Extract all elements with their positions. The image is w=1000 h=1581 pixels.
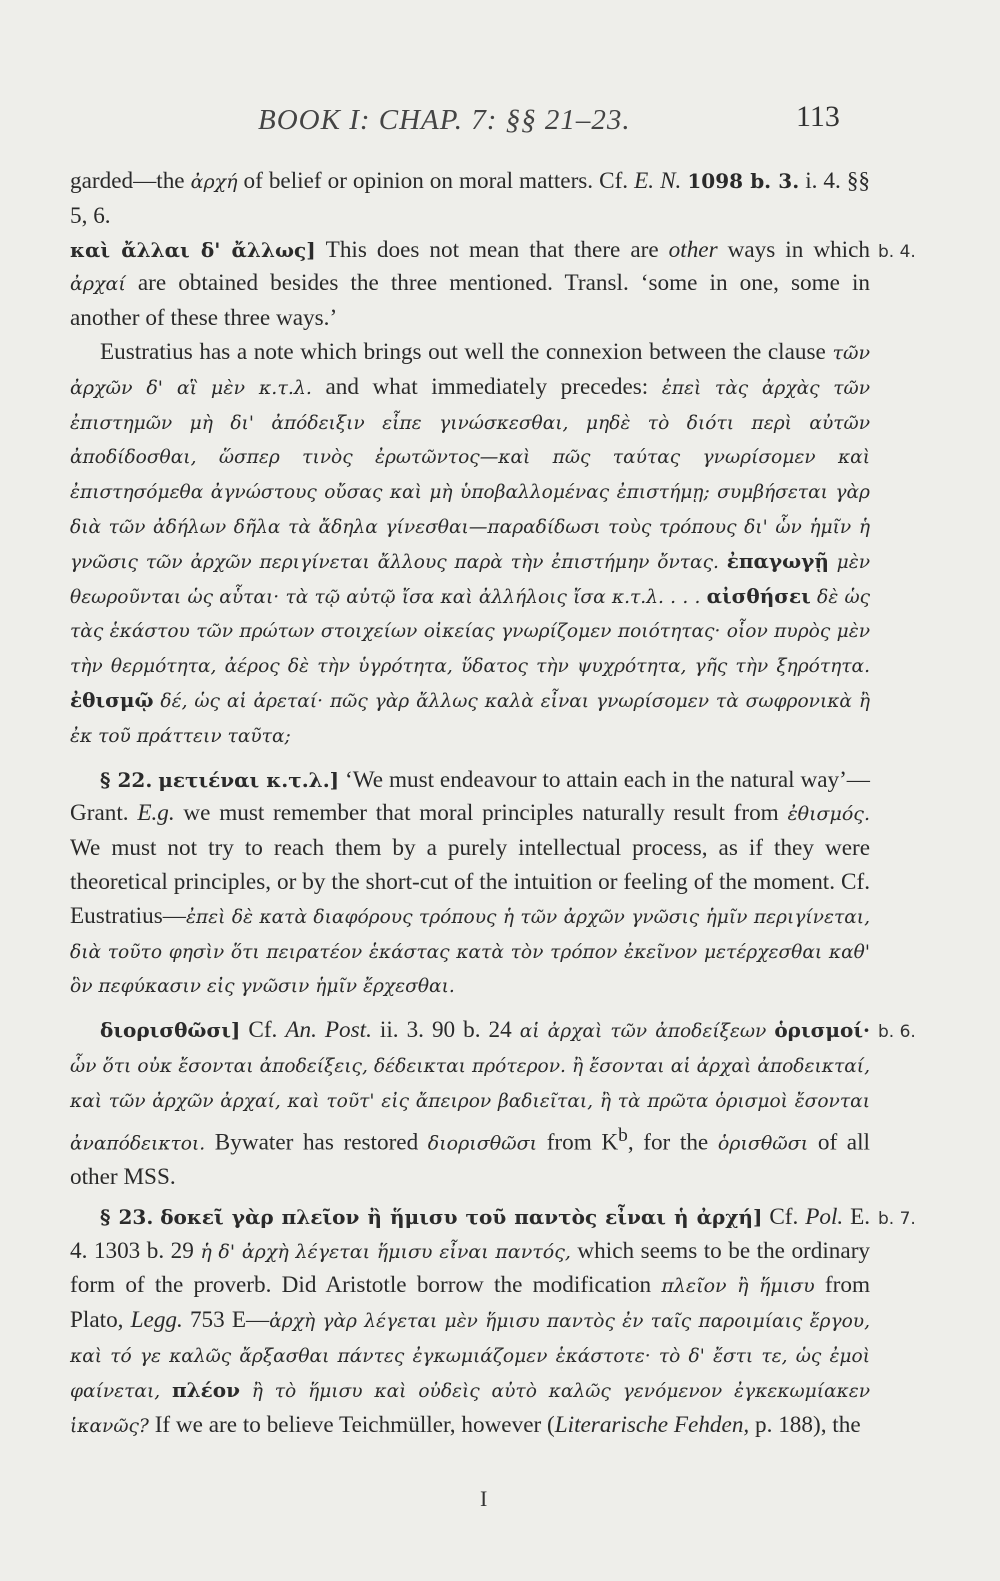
text: from K xyxy=(537,1129,619,1156)
section-number: § 23. xyxy=(100,1204,154,1229)
greek-term: ἀρχή xyxy=(190,171,238,193)
text: of all other MSS. xyxy=(70,1129,870,1191)
margin-reference: b. 6. xyxy=(878,1022,916,1043)
text: E. 4. 1303 b. 29 xyxy=(70,1203,871,1264)
text: This does not mean that there are xyxy=(315,236,669,263)
greek-keyword: ἐθισμῷ xyxy=(70,687,154,712)
signature-mark: I xyxy=(480,1486,488,1511)
text: , for the xyxy=(627,1129,718,1156)
greek-term: ἐθισμός. xyxy=(787,803,870,826)
greek-quotation: ὧν ὅτι οὐκ ἔσονται ἀποδείξεις, δέδεικται πρότερον. ἢ ἔσονται αἱ ἀρχαὶ ἀποδεικταί, καὶ τῶν ἀρχῶν ἀρχαί, καὶ τοῦτ' εἰς ἄπειρον βαδιεῖται, ἢ τὰ πρῶτα ὁρισμοὶ ἔσονται ἀναπόδεικτοι. xyxy=(70,1055,870,1155)
greek-quotation: δέ, ὡς αἱ ἀρεταί· πῶς γὰρ ἄλλως καλὰ εἶναι γνωρίσομεν τὰ σωφρονικὰ ἢ ἐκ τοῦ πράττειν ταῦτα; xyxy=(70,690,871,747)
text: are obtained besides the three mentioned. Transl. ‘some in one, some in another of these three ways.’ xyxy=(70,270,870,332)
text: ways in which xyxy=(717,236,870,263)
text: Cf. xyxy=(762,1203,806,1230)
greek-quotation: ἡ δ' ἀρχὴ λέγεται ἥμισυ εἶναι παντός, xyxy=(200,1240,571,1263)
text: Bywater has restored xyxy=(205,1129,428,1156)
running-head: BOOK I: CHAP. 7: §§ 21–23. xyxy=(258,104,631,136)
lemma: δοκεῖ γὰρ πλεῖον ἢ ἥμισυ τοῦ παντὸς εἶναι ἡ ἀρχή] xyxy=(160,1204,763,1229)
paragraph-3 xyxy=(70,336,870,754)
work-title: Pol. xyxy=(805,1203,844,1230)
text: and what immediately precedes: xyxy=(311,373,662,400)
greek-term: ὁρισθῶσι xyxy=(717,1132,809,1155)
text: ‘We must endeavour to attain each in the natural way’—Grant. xyxy=(70,766,870,827)
greek-quotation: ἐπεὶ δὲ κατὰ διαφόρους τρόπους ἡ τῶν ἀρχῶν γνῶσις ἡμῖν περιγίνεται, διὰ τοῦτο φησὶν ὅτι πειρατέον ἑκάστας κατὰ τὸν τρόπον ἐκεῖνον μετέρχεσθαι καθ' ὃν πεφύκασιν εἰς γνῶσιν ἡμῖν ἔρχεσθαι. xyxy=(70,906,870,998)
work-title: E. N. xyxy=(634,168,682,194)
text: We must not try to reach them by a purely intellectual process, as if they were theoretical principles, or by the short-cut of the intuition or feeling of the moment. Cf. Eustratius— xyxy=(70,835,870,929)
page-header xyxy=(0,96,1000,146)
text: of belief or opinion on moral matters. Cf. xyxy=(237,168,635,194)
section-number: § 22. xyxy=(100,767,153,792)
greek-keyword: ἐπαγωγῇ xyxy=(726,548,829,573)
greek-keyword: πλέον xyxy=(171,1377,240,1402)
greek-quotation: δὲ ὡς τὰς ἑκάστου τῶν πρώτων στοιχείων οἰκείας γνωρίζομεν ποιότητας· οἷον πυρὸς μὲν τὴν θερμότητα, ἀέρος δὲ τὴν ὑγρότητα, ὕδατος τὴν ψυχρότητα, γῆς τὴν ξηρότητα. xyxy=(70,586,871,678)
text: we must remember that moral principles naturally result from xyxy=(174,800,788,827)
greek-keyword: ὁρισμοί· xyxy=(774,1018,871,1043)
manuscript-superscript: b xyxy=(618,1124,628,1146)
emphasis: E.g. xyxy=(137,800,175,827)
greek-keyword: αἰσθήσει xyxy=(706,583,811,608)
paragraph-6 xyxy=(70,1201,916,1444)
page-number: 113 xyxy=(796,100,840,133)
bekker-reference: 1098 b. 3. xyxy=(687,169,800,193)
text: Eustratius has a note which brings out well the connexion between the clause xyxy=(100,338,833,365)
text: 753 E— xyxy=(182,1307,270,1334)
work-title: Legg. xyxy=(130,1307,183,1334)
paragraph-1 xyxy=(70,165,870,234)
text: ii. 3. 90 b. 24 xyxy=(371,1017,520,1044)
greek-term: διορισθῶσι xyxy=(427,1132,538,1155)
emphasis: other xyxy=(668,236,718,263)
text: If we are to believe Teichmüller, however ( xyxy=(148,1411,555,1438)
work-title: An. Post. xyxy=(285,1017,372,1044)
paragraph-4 xyxy=(70,764,870,1005)
greek-quotation: ἢ τὸ ἥμισυ καὶ οὐδεὶς αὐτὸ καλῶς γενόμενον ἐγκεκωμίακεν ἱκανῶς? xyxy=(70,1380,871,1437)
greek-quotation: μὲν θεωροῦνται ὡς αὗται· τὰ τῷ αὐτῷ ἴσα καὶ ἀλλήλοις ἴσα κ.τ.λ. . . . xyxy=(70,551,871,608)
lemma: διορισθῶσι] xyxy=(100,1018,241,1043)
greek-quotation: ἐπεὶ τὰς ἀρχὰς τῶν ἐπιστημῶν μὴ δι' ἀπόδειξιν εἶπε γινώσκεσθαι, μηδὲ τὸ διότι περὶ αὐτῶν ἀποδίδοσθαι, ὥσπερ τινὸς ἐρωτῶντος—καὶ πῶς ταύτας γνωρίσομεν καὶ ἐπιστησόμεθα ἀγνώστους οὔσας καὶ μὴ ὑποβαλλομένας ἐπιστήμῃ; συμβήσεται γὰρ διὰ τῶν ἀδήλων δῆλα τὰ ἄδηλα γίνεσθαι—παραδίδωσι τοὺς τρόπους δι' ὧν ἡμῖν ἡ γνῶσις τῶν ἀρχῶν περιγίνεται ἄλλους παρὰ τὴν ἐπιστήμην ὄντας. xyxy=(70,377,870,573)
greek-term: ἀρχαί xyxy=(70,273,126,296)
paragraph-5 xyxy=(70,1014,916,1195)
text: which seems to be the ordinary form of the proverb. Did Aristotle borrow the modification xyxy=(70,1237,871,1299)
margin-reference: b. 4. xyxy=(878,241,916,262)
margin-reference: b. 7. xyxy=(878,1208,916,1229)
page-body xyxy=(70,165,916,1443)
paragraph-2 xyxy=(70,234,916,336)
work-title: Literarische Fehden, xyxy=(554,1411,750,1438)
text: p. 188), the xyxy=(749,1411,861,1438)
text: i. 4. §§ 5, 6. xyxy=(70,168,871,229)
greek-quotation: ἀρχὴ γὰρ λέγεται μὲν ἥμισυ παντὸς ἐν ταῖς παροιμίαις ἔργου, καὶ τό γε καλῶς ἄρξασθαι πάντες ἐγκωμιάζομεν ἑκάστοτε· τὸ δ' ἔστι τε, ὡς ἐμοὶ φαίνεται, xyxy=(70,1311,871,1402)
lemma: καὶ ἄλλαι δ' ἄλλως] xyxy=(70,237,316,262)
text: garded—the xyxy=(70,168,191,194)
text: from Plato, xyxy=(70,1272,871,1334)
greek-term: τῶν ἀρχῶν δ' αἳ μὲν κ.τ.λ. xyxy=(70,341,870,399)
text: Cf. xyxy=(240,1017,286,1044)
greek-term: πλεῖον ἢ ἥμισυ xyxy=(661,1275,815,1298)
greek-quotation: αἱ ἀρχαὶ τῶν ἀποδείξεων xyxy=(519,1021,767,1043)
lemma: μετιέναι κ.τ.λ.] xyxy=(158,767,340,792)
